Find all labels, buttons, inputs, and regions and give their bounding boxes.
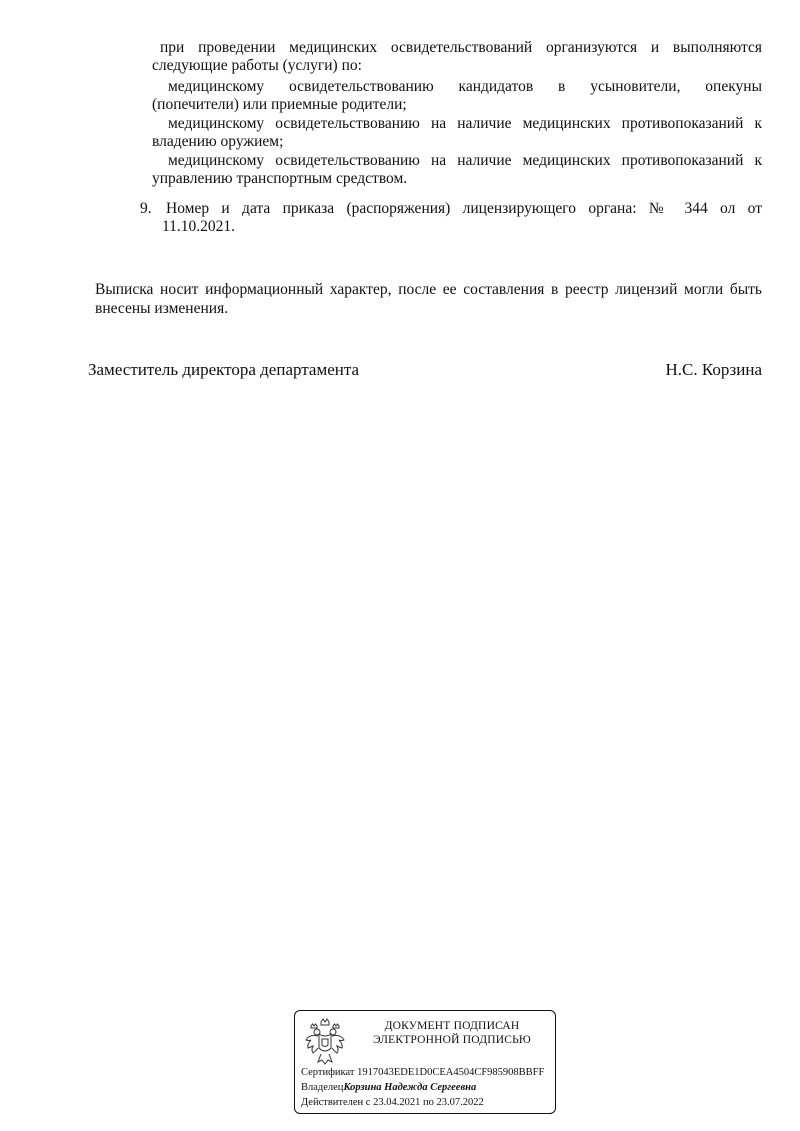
notice-line-2: внесены изменения. xyxy=(95,300,229,317)
point-9-line-1: Номер и дата приказа (распоряжения) лицензирующего органа: № 344 ол от xyxy=(166,200,762,217)
stamp-owner-label: Владелец xyxy=(301,1082,344,1093)
item3-line-2: управлению транспортным средством. xyxy=(152,170,408,187)
notice-line-1: Выписка носит информационный характер, после ее составления в реестр лицензий могли быть xyxy=(95,281,762,298)
stamp-certificate: Сертификат 1917043EDE1D0CEA4504CF985908BBFF xyxy=(301,1067,545,1078)
stamp-title xyxy=(357,1019,547,1047)
item2-line-2: владению оружием; xyxy=(152,133,284,150)
stamp-validity: Действителен с 23.04.2021 по 23.07.2022 xyxy=(301,1097,484,1108)
intro-line-1: при проведении медицинских освидетельствований организуются и выполняются xyxy=(160,39,762,56)
item1-line-1: медицинскому освидетельствованию кандидатов в усыновители, опекуны xyxy=(168,78,762,95)
stamp-title-line-1: ДОКУМЕНТ ПОДПИСАН xyxy=(384,1020,520,1032)
item1-line-2: (попечители) или приемные родители; xyxy=(152,96,407,113)
intro-line-2: следующие работы (услуги) по: xyxy=(152,57,362,74)
stamp-title-line-2: ЭЛЕКТРОННОЙ ПОДПИСЬЮ xyxy=(373,1034,531,1046)
point-9-line-2: 11.10.2021. xyxy=(162,218,236,235)
item2-line-1: медицинскому освидетельствованию на наличие медицинских противопоказаний к xyxy=(168,115,762,132)
stamp-owner xyxy=(301,1081,551,1094)
signer-name: Н.С. Корзина xyxy=(665,360,762,379)
item3-line-1: медицинскому освидетельствованию на наличие медицинских противопоказаний к xyxy=(168,152,762,169)
point-9-number: 9. xyxy=(140,200,152,217)
electronic-signature-stamp xyxy=(294,1010,556,1114)
signer-position: Заместитель директора департамента xyxy=(88,360,360,379)
coat-of-arms-icon xyxy=(303,1016,347,1068)
stamp-owner-name: Корзина Надежда Сергеевна xyxy=(343,1082,477,1093)
